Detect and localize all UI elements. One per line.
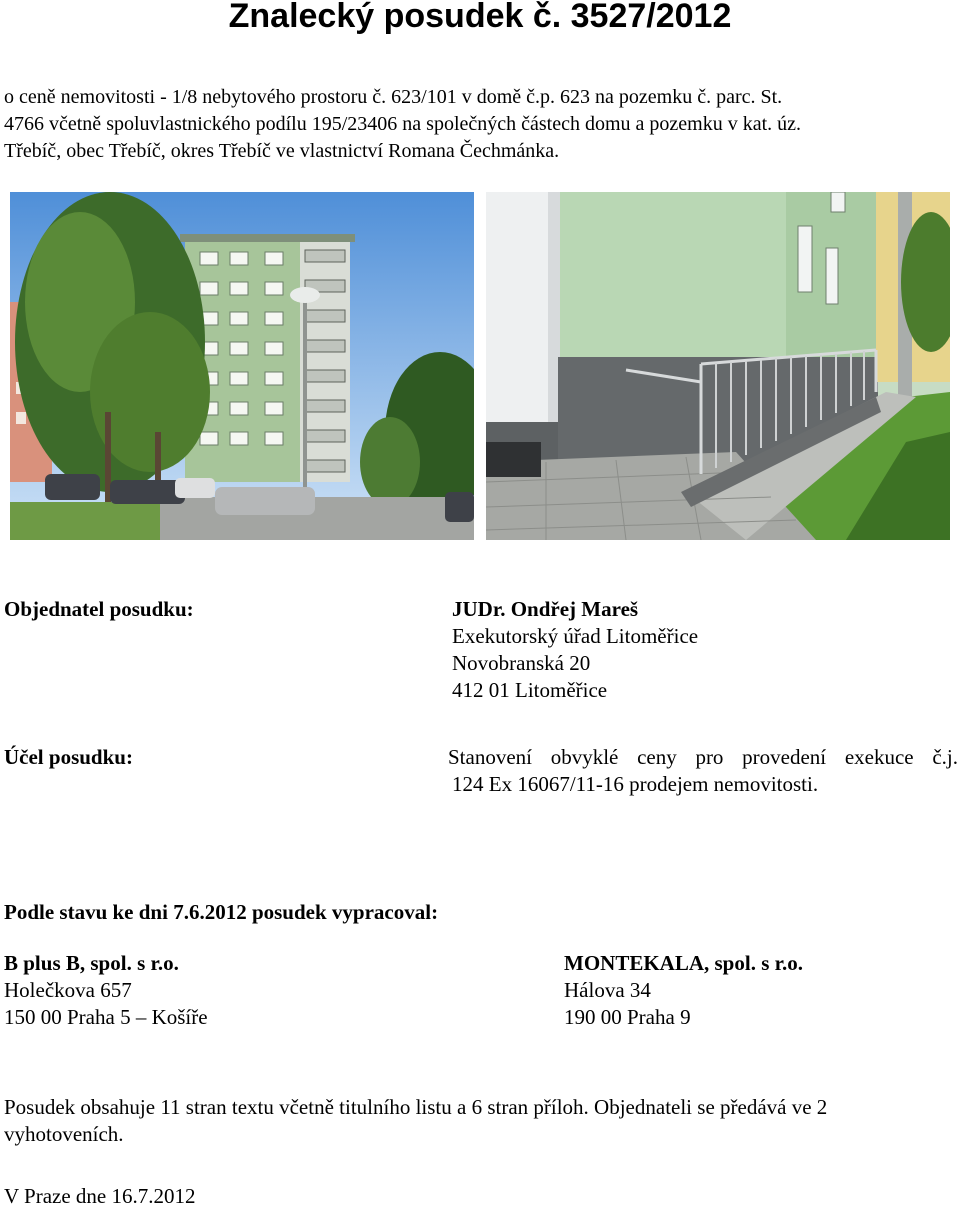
subject-line: o ceně nemovitosti - 1/8 nebytového prostoru č. 623/101 v domě č.p. 623 na pozemku č. parc. St. bbox=[4, 86, 783, 108]
purpose-label: Účel posudku: bbox=[4, 745, 133, 769]
client-city: 412 01 Litoměřice bbox=[452, 678, 608, 702]
purpose-line-1: Stanovení obvyklé ceny pro provedení exekuce č.j. bbox=[448, 745, 958, 769]
subject-line: Třebíč, obec Třebíč, okres Třebíč ve vlastnictví Romana Čechmánka. bbox=[4, 140, 560, 162]
document-title: Znalecký posudek č. 3527/2012 bbox=[228, 0, 732, 35]
contents-line-2: vyhotoveních. bbox=[4, 1122, 124, 1146]
company-1-name: B plus B, spol. s r.o. bbox=[4, 951, 179, 975]
client-name: JUDr. Ondřej Mareš bbox=[452, 597, 639, 621]
purpose-line-2: 124 Ex 16067/11-16 prodejem nemovitosti. bbox=[452, 772, 819, 796]
company-1-street: Holečkova 657 bbox=[4, 978, 132, 1002]
company-1-city: 150 00 Praha 5 – Košíře bbox=[4, 1005, 208, 1029]
panel-building-photo bbox=[10, 192, 474, 540]
subject-line: 4766 včetně spoluvlastnického podílu 195/23406 na společných částech domu a pozemku v kat. úz. bbox=[4, 113, 802, 135]
company-1 bbox=[4, 950, 208, 1031]
client-office: Exekutorský úřad Litoměřice bbox=[452, 624, 699, 648]
contents-line-1: Posudek obsahuje 11 stran textu včetně titulního listu a 6 stran příloh. Objednateli se předává ve 2 bbox=[4, 1095, 828, 1119]
company-2-name: MONTEKALA, spol. s r.o. bbox=[564, 951, 804, 975]
client-block bbox=[452, 596, 698, 704]
client-street: Novobranská 20 bbox=[452, 651, 591, 675]
building-entrance-ramp-photo bbox=[486, 192, 950, 540]
place-date: V Praze dne 16.7.2012 bbox=[4, 1184, 196, 1208]
client-label: Objednatel posudku: bbox=[4, 597, 194, 621]
company-2-street: Hálova 34 bbox=[564, 978, 651, 1002]
company-2 bbox=[564, 950, 803, 1031]
company-2-city: 190 00 Praha 9 bbox=[564, 1005, 691, 1029]
prepared-heading: Podle stavu ke dni 7.6.2012 posudek vypracoval: bbox=[4, 900, 439, 924]
subject-paragraph bbox=[4, 84, 960, 165]
